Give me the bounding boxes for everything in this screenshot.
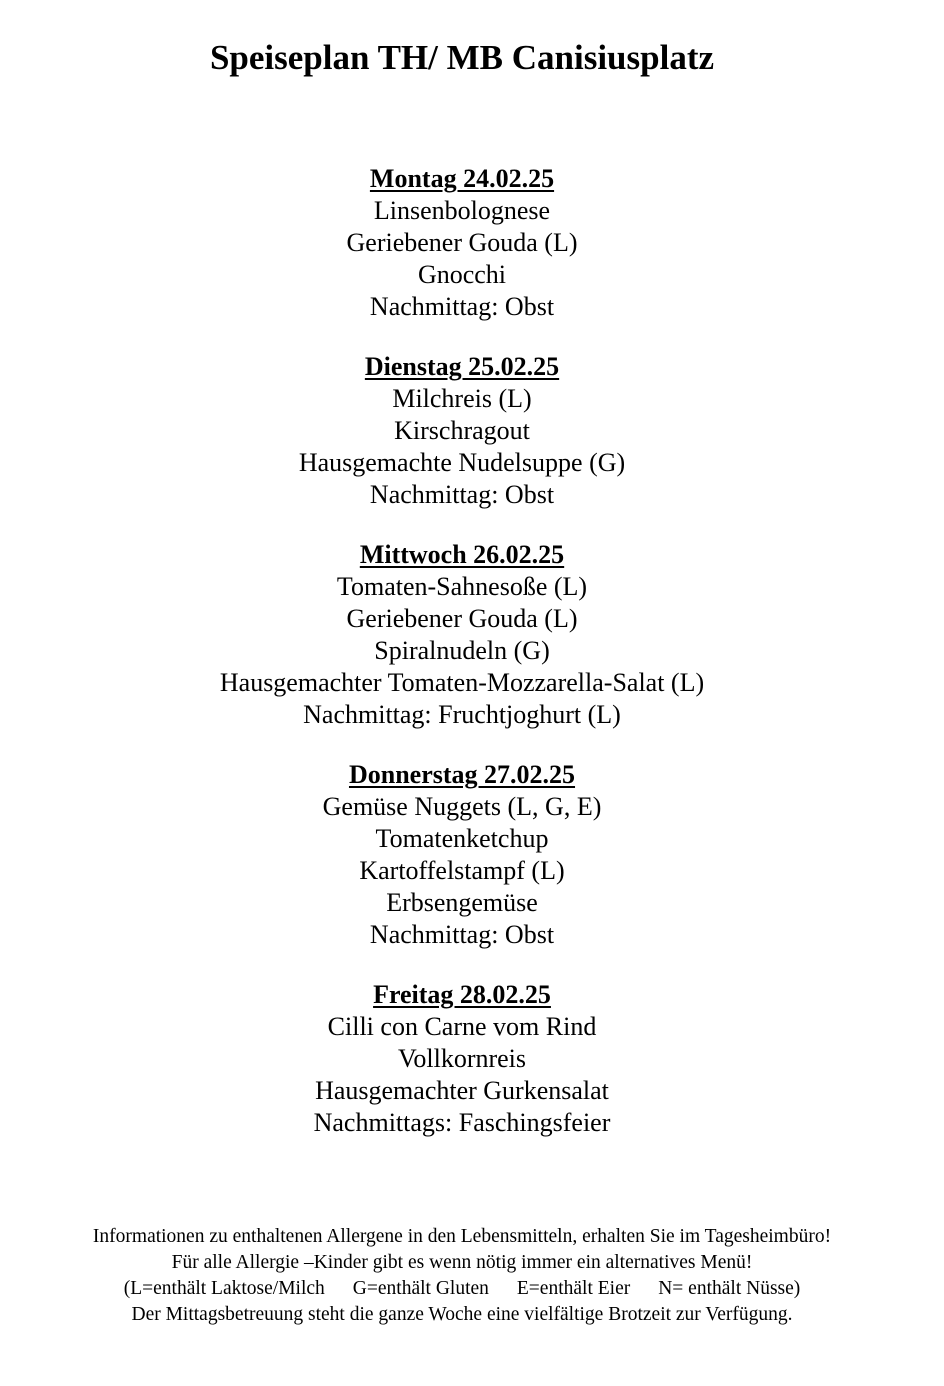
menu-item: Nachmittag: Obst [369, 480, 555, 509]
legend-gluten: G=enthält Gluten [352, 1278, 489, 1299]
menu-item: Nachmittag: Fruchtjoghurt (L) [303, 700, 621, 729]
day-heading: Dienstag 25.02.25 [364, 352, 560, 381]
menu-item: Vollkornreis [397, 1044, 527, 1073]
legend-nuts: N= enthält Nüsse) [658, 1278, 801, 1299]
menu-item: Hausgemachter Tomaten-Mozzarella-Salat (L) [219, 668, 705, 697]
menu-item: Tomatenketchup [375, 824, 549, 853]
day-heading: Freitag 28.02.25 [373, 980, 551, 1009]
day-heading: Montag 24.02.25 [369, 164, 555, 193]
page-title: Speiseplan TH/ MB Canisiusplatz [209, 38, 715, 77]
menu-item: Cilli con Carne vom Rind [327, 1012, 597, 1041]
allergy-alternative-line: Für alle Allergie –Kinder gibt es wenn nötig immer ein alternatives Menü! [171, 1252, 753, 1273]
allergen-info-footer [0, 1224, 924, 1328]
day-heading: Mittwoch 26.02.25 [359, 540, 565, 569]
weekly-menu [0, 163, 924, 1167]
legend-eggs: E=enthält Eier [516, 1278, 631, 1299]
allergen-info-line: Informationen zu enthaltenen Allergene in den Lebensmitteln, erhalten Sie im Tagesheimbüro! [92, 1226, 832, 1247]
menu-item: Hausgemachter Gurkensalat [315, 1076, 609, 1105]
menu-item: Nachmittag: Obst [369, 292, 555, 321]
day-thursday [0, 759, 924, 951]
day-wednesday [0, 539, 924, 731]
menu-item: Tomaten-Sahnesoße (L) [336, 572, 588, 601]
menu-item: Nachmittags: Faschingsfeier [313, 1108, 611, 1137]
menu-item: Hausgemachte Nudelsuppe (G) [298, 448, 626, 477]
day-monday [0, 163, 924, 323]
menu-item: Erbsengemüse [386, 888, 538, 917]
menu-item: Nachmittag: Obst [369, 920, 555, 949]
menu-item: Linsenbolognese [373, 196, 551, 225]
allergen-legend [0, 1276, 924, 1302]
menu-item: Milchreis (L) [392, 384, 532, 413]
menu-item: Gnocchi [417, 260, 507, 289]
legend-lactose: (L=enthält Laktose/Milch [123, 1278, 325, 1299]
day-heading: Donnerstag 27.02.25 [348, 760, 576, 789]
menu-item: Spiralnudeln (G) [374, 636, 550, 665]
menu-item: Geriebener Gouda (L) [346, 604, 578, 633]
menu-item: Kirschragout [394, 416, 530, 445]
snack-info-line: Der Mittagsbetreuung steht die ganze Woche eine vielfältige Brotzeit zur Verfügung. [131, 1304, 793, 1325]
menu-item: Gemüse Nuggets (L, G, E) [322, 792, 602, 821]
day-friday [0, 979, 924, 1139]
menu-item: Kartoffelstampf (L) [359, 856, 565, 885]
day-tuesday [0, 351, 924, 511]
menu-item: Geriebener Gouda (L) [346, 228, 578, 257]
